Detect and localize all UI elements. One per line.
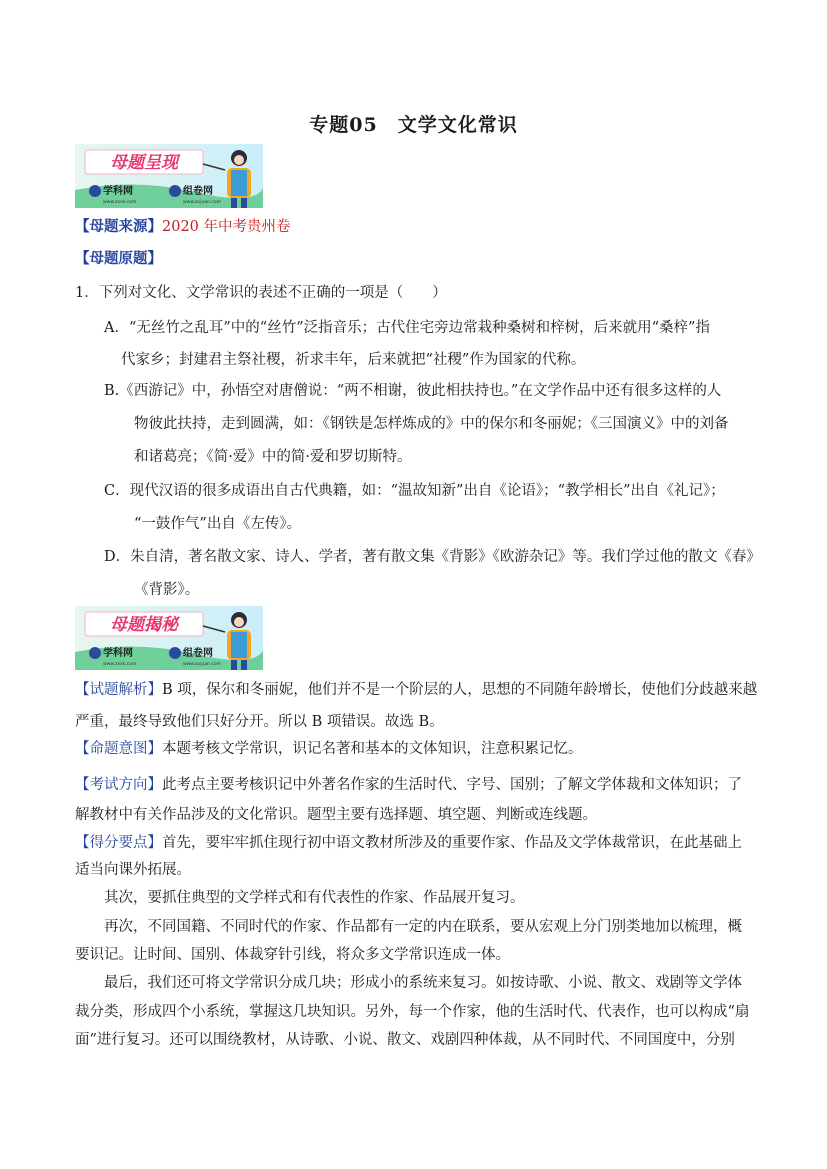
keypoint-label: 【得分要点】 xyxy=(75,835,162,851)
analysis-line2: 严重，最终导致他们只好分开。所以 B 项错误。故选 B。 xyxy=(75,714,444,730)
page-title: 专题05 文学文化常识 xyxy=(309,114,518,136)
banner-title-text: 母题揭秘 xyxy=(110,615,178,635)
direction-line2: 解教材中有关作品涉及的文化常识。题型主要有选择题、填空题、判断或连线题。 xyxy=(75,807,597,823)
direction-label: 【考试方向】 xyxy=(75,777,162,793)
banner-mother-reveal xyxy=(75,606,263,670)
svg-text:学科网: 学科网 xyxy=(103,186,133,197)
paragraph-last-line3: 面”进行复习。还可以围绕教材，从诗歌、小说、散文、戏剧四种体裁，从不同时代、不同国度中，分别 xyxy=(75,1032,735,1048)
svg-text:学科网: 学科网 xyxy=(103,648,133,659)
option-a-line1: A．“无丝竹之乱耳”中的“丝竹”泛指音乐；古代住宅旁边常栽种桑树和梓树，后来就用“桑梓”指 xyxy=(104,320,710,336)
svg-text:www.zujuan.com: www.zujuan.com xyxy=(183,662,222,667)
source-label: 【母题来源】 xyxy=(75,218,162,235)
svg-text:www.zujuan.com: www.zujuan.com xyxy=(183,200,222,205)
option-b-line2: 物彼此扶持，走到圆满，如：《钢铁是怎样炼成的》中的保尔和冬丽妮；《三国演义》中的刘备 xyxy=(134,416,729,432)
analysis-label: 【试题解析】 xyxy=(75,682,162,698)
source-value: 2020 年中考贵州卷 xyxy=(162,219,291,235)
option-b-line3: 和诸葛亮；《简·爱》中的简·爱和罗切斯特。 xyxy=(134,449,412,465)
option-c-line1: C．现代汉语的很多成语出自古代典籍，如：“温故知新”出自《论语》；“教学相长”出自《礼记》； xyxy=(104,483,725,499)
option-a-line2: 代家乡；封建君主祭社稷，祈求丰年，后来就把“社稷”作为国家的代称。 xyxy=(121,352,586,368)
paragraph-last-line1: 最后，我们还可将文学常识分成几块；形成小的系统来复习。如按诗歌、小说、散文、戏剧等文学体 xyxy=(104,975,742,991)
intent-line: 【命题意图】本题考核文学常识，识记名著和基本的文体知识，注意积累记忆。 xyxy=(75,741,583,757)
paragraph-last-line2: 裁分类，形成四个小系统，掌握这几块知识。另外，每一个作家，他的生活时代、代表作，也可以构成“扇 xyxy=(75,1004,750,1020)
paragraph-again-line1: 再次，不同国籍、不同时代的作家、作品都有一定的内在联系，要从宏观上分门别类地加以梳理，概 xyxy=(104,919,742,935)
keypoint-line1: 【得分要点】首先，要牢牢抓住现行初中语文教材所涉及的重要作家、作品及文学体裁常识，在此基础上 xyxy=(75,835,742,851)
source-line xyxy=(75,217,291,237)
svg-text:www.zxxk.com: www.zxxk.com xyxy=(103,662,137,667)
intent-label: 【命题意图】 xyxy=(75,741,162,757)
question-stem: 1．下列对文化、文学常识的表述不正确的一项是（ ） xyxy=(75,285,447,301)
keypoint-line2: 适当向课外拓展。 xyxy=(75,862,191,878)
original-label: 【母题原题】 xyxy=(75,250,162,267)
banner-title-text: 母题呈现 xyxy=(110,153,178,173)
option-d-line2: 《背影》。 xyxy=(134,582,200,598)
option-c-line2: “一鼓作气”出自《左传》。 xyxy=(134,516,302,532)
svg-text:组卷网: 组卷网 xyxy=(183,186,213,197)
paragraph-again-line2: 要识记。让时间、国别、体裁穿针引线，将众多文学常识连成一体。 xyxy=(75,947,510,963)
direction-line1: 【考试方向】此考点主要考核识记中外著名作家的生活时代、字号、国别；了解文学体裁和文体知识；了 xyxy=(75,777,742,793)
paragraph-next: 其次，要抓住典型的文学样式和有代表性的作家、作品展开复习。 xyxy=(104,890,525,906)
option-d-line1: D．朱自清，著名散文家、诗人、学者，著有散文集《背影》《欧游杂记》等。我们学过他的散文《春》 xyxy=(104,549,761,565)
banner-graphic xyxy=(75,144,263,208)
banner-mother-question xyxy=(75,144,263,208)
option-b-line1: B.《西游记》中，孙悟空对唐僧说：“两不相谢，彼此相扶持也。”在文学作品中还有很多这样的人 xyxy=(104,383,722,399)
analysis-line1: 【试题解析】B 项，保尔和冬丽妮，他们并不是一个阶层的人，思想的不同随年龄增长，使他们分歧越来越 xyxy=(75,682,758,698)
svg-text:www.zxxk.com: www.zxxk.com xyxy=(103,200,137,205)
banner-graphic xyxy=(75,606,263,670)
svg-text:组卷网: 组卷网 xyxy=(183,648,213,659)
